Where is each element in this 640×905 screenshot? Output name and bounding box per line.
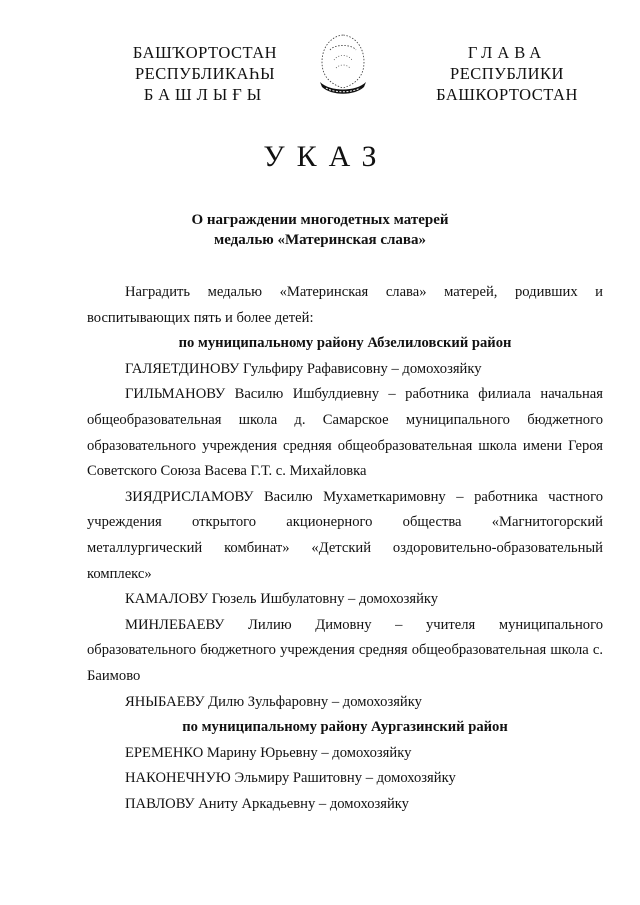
list-item: ПАВЛОВУ Аниту Аркадьевну – домохозяйку (125, 795, 409, 812)
list-item: НАКОНЕЧНУЮ Эльмиру Рашитовну – домохозяйку (125, 770, 456, 787)
header-left-line-2: РЕСПУБЛИКАҺЫ (134, 64, 276, 83)
section-heading-aurgazinsky: по муниципальному району Аургазинский район (182, 719, 508, 736)
list-item: ЯНЫБАЕВУ Дилю Зульфаровну – домохозяйку (125, 693, 422, 710)
list-item: ЕРЕМЕНКО Марину Юрьевну – домохозяйку (125, 744, 412, 761)
list-item: ЗИЯДРИСЛАМОВУ Василю Мухаметкаримовну – работника частного учреждения открытого акционерного общества «Магнитогорский металлургический комбинат» «Детский оздоровительно-образовательный комплекс» (87, 488, 603, 582)
bashkortostan-emblem-icon (312, 32, 374, 102)
header-bashkir (118, 42, 292, 105)
list-item: ГИЛЬМАНОВУ Василю Ишбулдиевну – работника филиала начальная общеобразовательная школа д. Самарское муниципального бюджетного образовательного учреждения средняя общеобразовательная школа имени Героя Советского Союза Васева Г.Т. с. Михайловка (87, 386, 603, 480)
decree-title: УКАЗ (263, 140, 389, 173)
header-right-line-3: БАШКОРТОСТАН (436, 85, 578, 104)
decree-subject (0, 210, 640, 250)
subject-line-1: О награждении многодетных матерей (191, 212, 449, 228)
intro-paragraph: Наградить медалью «Материнская слава» матерей, родивших и воспитывающих пять и более детей: (87, 284, 603, 326)
header-left-line-3: БАШЛЫҒЫ (143, 85, 267, 104)
list-item: МИНЛЕБАЕВУ Лилию Димовну – учителя муниципального образовательного бюджетного учреждения средняя общеобразовательная школа с. Баимово (87, 616, 603, 684)
header-right-line-1: ГЛАВА (467, 43, 547, 62)
subject-line-2: медалью «Материнская слава» (214, 232, 426, 248)
decree-body (87, 280, 603, 817)
list-item: КАМАЛОВУ Гюзель Ишбулатовну – домохозяйку (125, 591, 439, 608)
list-item: ГАЛЯЕТДИНОВУ Гульфиру Рафависовну – домохозяйку (125, 360, 482, 377)
header-right-line-2: РЕСПУБЛИКИ (450, 64, 564, 83)
header-russian (420, 42, 594, 105)
section-heading-abzelilovsky: по муниципальному району Абзелиловский район (178, 335, 512, 352)
header-left-line-1: БАШҠОРТОСТАН (132, 43, 278, 62)
